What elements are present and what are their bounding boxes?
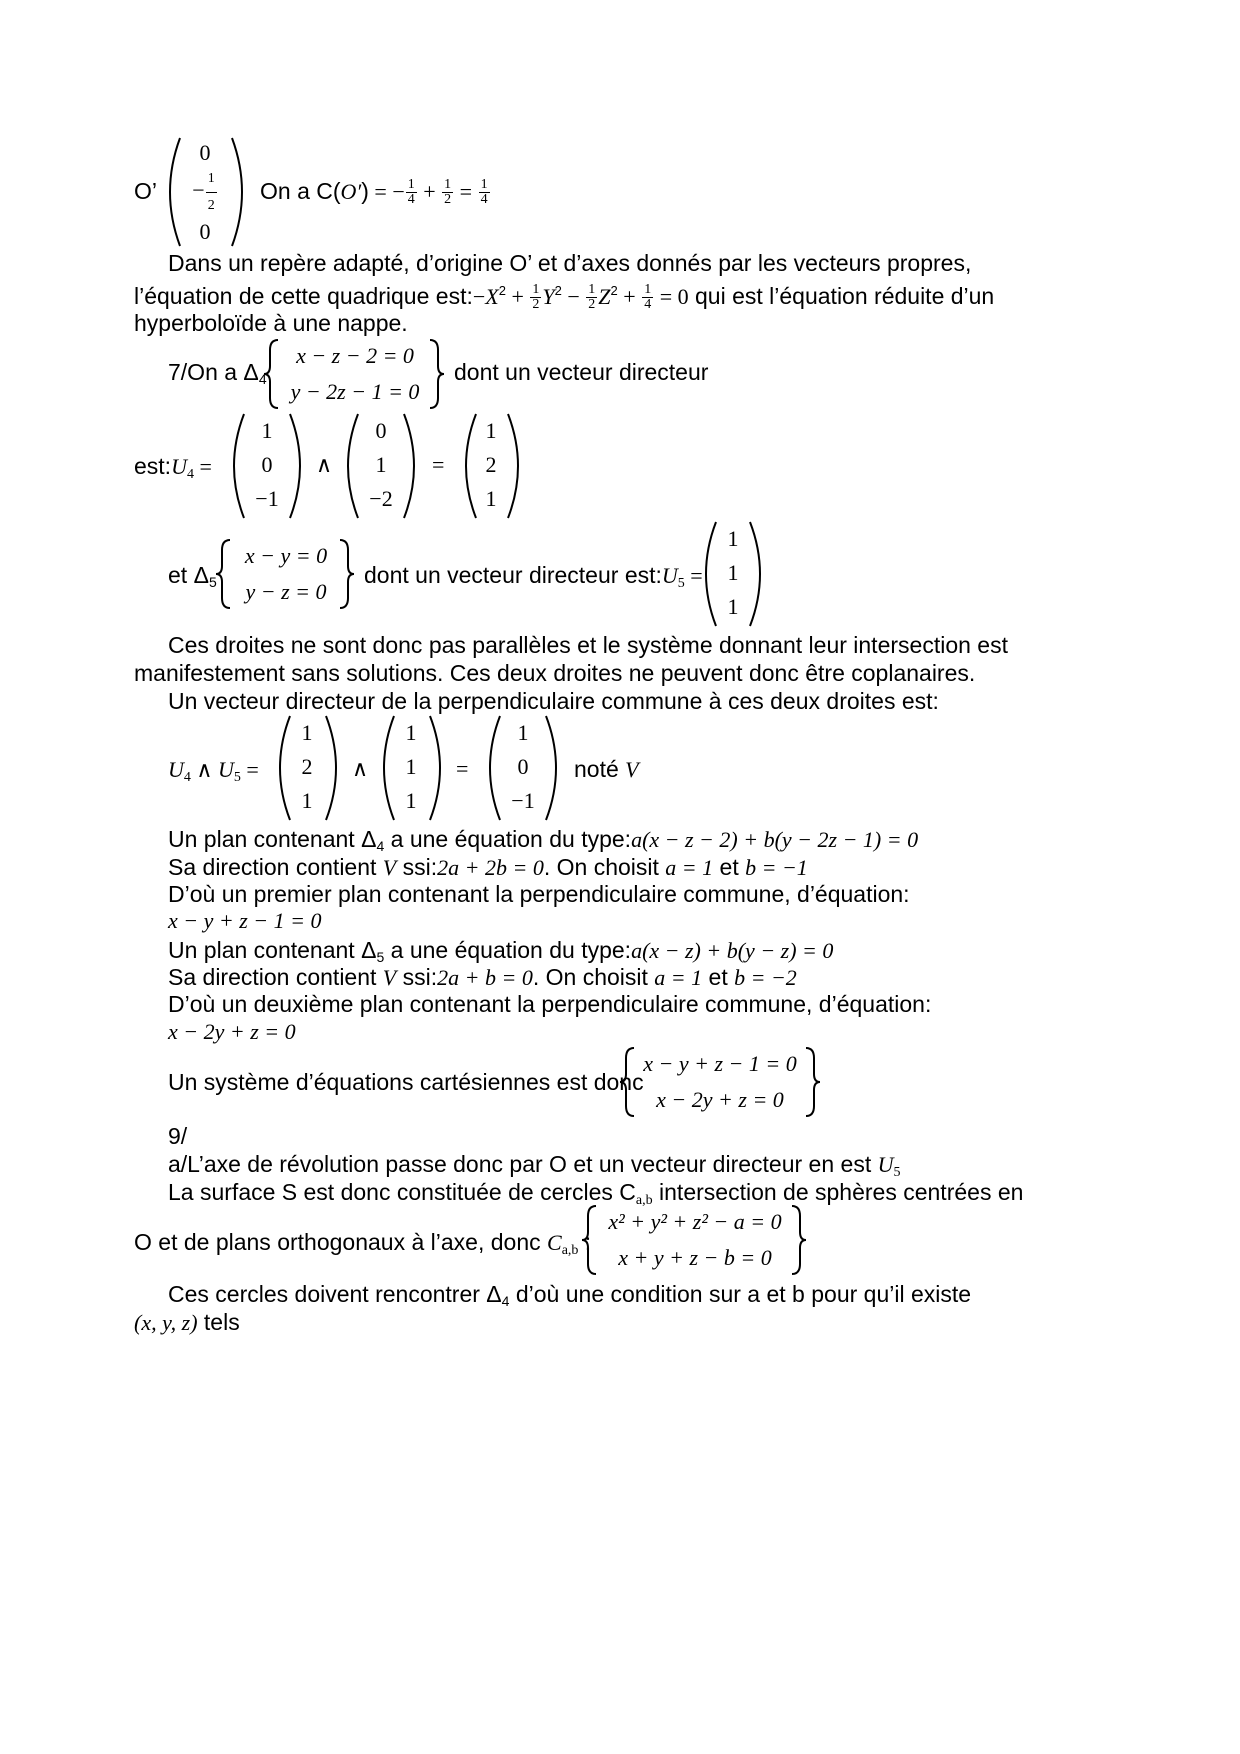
para1-line2: l’équation de cette quadrique $est:-X^2$ + $\frac{1}{2}$ $Y^2$ − $\frac{1}{2}$ $Z^2$ + $\frac{1}{4}$ = 0 qui est l’équation réduite d’un	[134, 282, 995, 313]
item9-label: 9/	[168, 1123, 188, 1149]
cross-vec-b: 1 1 1	[405, 720, 417, 813]
delta4-left-brace	[262, 338, 282, 410]
plane1-direction: Sa direction contient V ssi:2a + 2b = 0. On choisit a = 1 et b = −1	[168, 854, 808, 880]
delta5-after: dont un vecteur directeur $est:U_5$ =	[364, 562, 703, 591]
u5-vec-right	[746, 520, 772, 628]
equals-2: =	[456, 756, 469, 781]
delta5-system: x − y = 0 y − z = 0	[244, 543, 328, 604]
cross-lhs: $U_4$ ∧ $U_5$ =	[168, 757, 259, 785]
plane2-conclusion: D’où un deuxième plan contenant la perpendiculaire commune, d’équation:	[168, 991, 932, 1017]
origin-vector-x: 0	[199, 140, 211, 165]
equals-1: =	[432, 452, 445, 477]
u5-vector: 1 1 1	[727, 526, 739, 619]
delta4-right-brace	[426, 338, 446, 410]
u4-vec-a-right	[286, 412, 312, 520]
origin-vector-z: 0	[199, 219, 211, 244]
system-intro: Un système d’équations cartésiennes est donc	[168, 1069, 644, 1095]
para1-line1: Dans un repère adapté, d’origine O’ et d’axes donnés par les vecteurs propres,	[168, 250, 972, 276]
delta5-prefix: et $\Delta_5$	[168, 562, 217, 590]
origin-equation: On a C(O′) = − $\frac{1}{4}$ + $\frac{1}{2}$ = $\frac{1}{4}$	[260, 177, 488, 208]
circle-right-brace	[788, 1204, 808, 1276]
para1-line3: hyperboloïde à une nappe.	[134, 310, 408, 336]
system-left-brace	[618, 1046, 638, 1118]
item9-a-line: a/L’axe de révolution passe donc par O et un vecteur directeur en est $U_5$	[168, 1151, 901, 1180]
item7-prefix: 7/On a $\Delta_4$	[168, 359, 267, 387]
item9-o-line: O et de plans orthogonaux à l’axe, donc $C_{a,b}$ :	[134, 1229, 592, 1258]
wedge-2: ∧	[352, 756, 369, 781]
plane1-conclusion: D’où un premier plan contenant la perpendiculaire commune, d’équation:	[168, 881, 910, 907]
plane1-line: Un plan contenant $\Delta_4$ a une équation du type:a(x − z − 2) + b(y − 2z − 1) = 0	[168, 826, 919, 854]
delta5-right-brace	[336, 538, 356, 610]
para2-line1: Ces droites ne sont donc pas parallèles et le système donnant leur intersection est	[168, 632, 1008, 658]
circle-system: x² + y² + z² − a = 0 x + y + z − b = 0	[608, 1209, 782, 1270]
origin-vector-right-paren	[228, 136, 254, 248]
delta4-system: x − z − 2 = 0 y − 2z − 1 = 0	[290, 343, 420, 404]
plane2-line: Un plan contenant $\Delta_5$ a une équation du type:a(x − z) + b(y − z) = 0	[168, 937, 834, 965]
item9-final2: (x, y, z) tels	[134, 1309, 240, 1335]
u4-vec-c: 1 2 1	[485, 418, 497, 511]
item7-after: dont un vecteur directeur	[454, 359, 709, 385]
u4-vec-a: 1 0 −1	[255, 418, 279, 511]
u4-vec-c-right	[504, 412, 530, 520]
cross-note: noté V	[574, 756, 639, 782]
u4-vec-b: 0 1 −2	[369, 418, 393, 511]
origin-vector-y: − $\frac{1}{2}$	[192, 166, 217, 219]
para2-line2: manifestement sans solutions. Ces deux droites ne peuvent donc être coplanaires.	[134, 660, 976, 686]
delta5-left-brace	[214, 538, 234, 610]
u4-label: $est:U_4$ =	[134, 453, 212, 482]
cross-vec-a: 1 2 1	[301, 720, 313, 813]
cross-vec-b-right	[426, 714, 452, 822]
plane2-direction: Sa direction contient V ssi:2a + b = 0. On choisit a = 1 et b = −2	[168, 964, 797, 990]
item9-surface: La surface S est donc constituée de cercles $C_{a,b}$ intersection de sphères centrées en	[168, 1179, 1024, 1208]
para2-line3: Un vecteur directeur de la perpendiculaire commune à ces deux droites est:	[168, 688, 939, 714]
origin-vector	[180, 140, 230, 244]
perpendicular-system: x − y + z − 1 = 0 x − 2y + z = 0	[643, 1051, 797, 1112]
item9-final1: Ces cercles doivent rencontrer $\Delta_4$ d’où une condition sur a et b pour qu’il existe	[168, 1281, 972, 1309]
system-right-brace	[802, 1046, 822, 1118]
plane1-equation: x − y + z − 1 = 0	[168, 908, 322, 933]
origin-label: O’	[134, 178, 157, 204]
circle-left-brace	[580, 1204, 600, 1276]
cross-vec-a-right	[322, 714, 348, 822]
plane2-equation: x − 2y + z = 0	[168, 1019, 296, 1044]
cross-vec-c-right	[542, 714, 568, 822]
u4-vec-b-right	[400, 412, 426, 520]
wedge-1: ∧	[316, 452, 333, 477]
cross-vec-c: 1 0 −1	[511, 720, 535, 813]
